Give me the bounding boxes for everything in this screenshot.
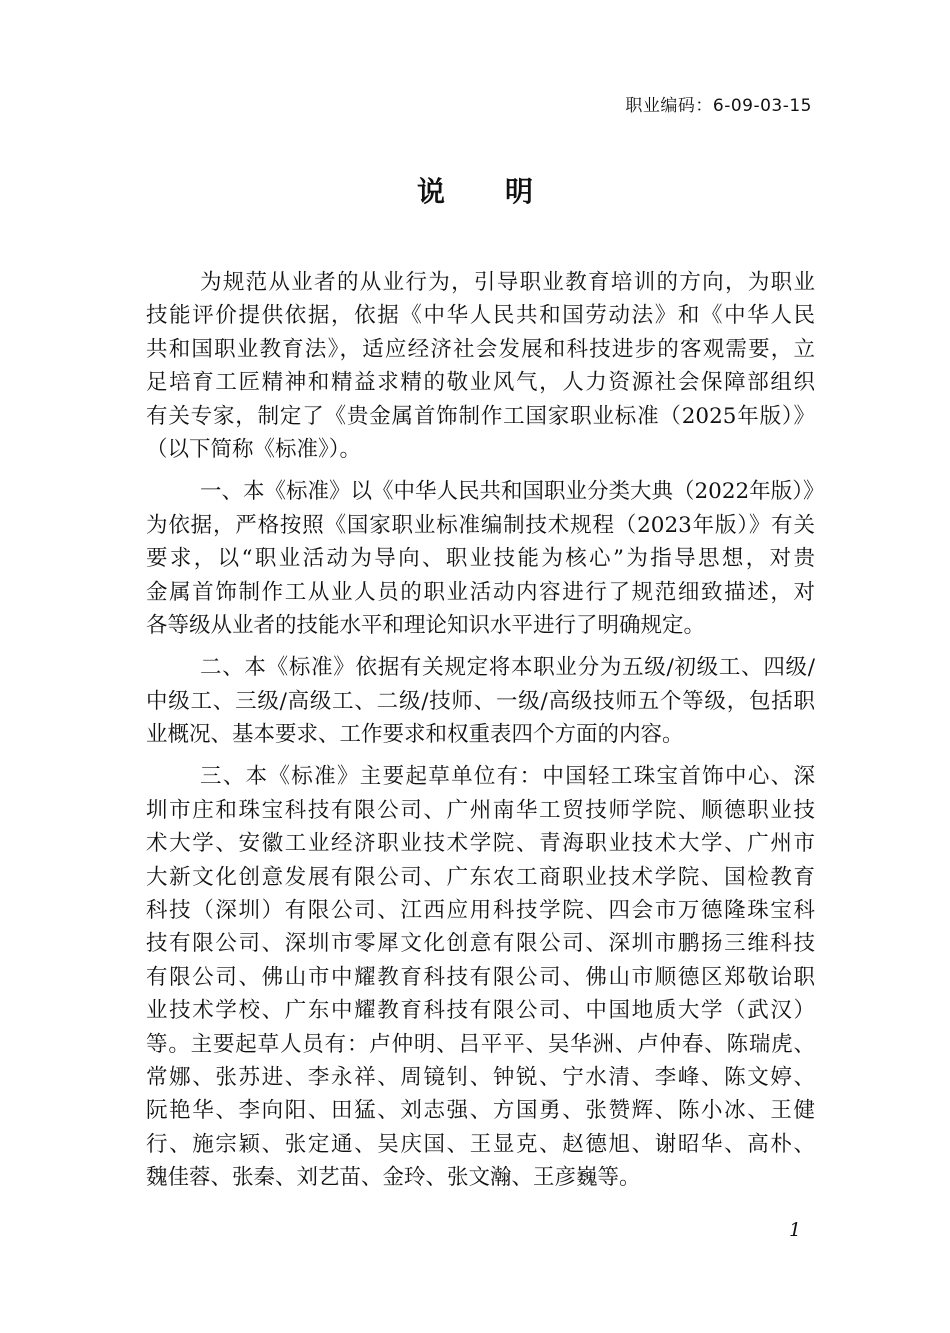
paragraph-line: 中级工、三级/高级工、二级/技师、一级/高级技师五个等级，包括职 (146, 688, 815, 714)
paragraph-line: 技有限公司、深圳市零犀文化创意有限公司、深圳市鹏扬三维科技 (146, 931, 815, 957)
paragraph-line: 一、本《标准》以《中华人民共和国职业分类大典（2022年版）》 (200, 479, 825, 505)
paragraph-line: 为规范从业者的从业行为，引导职业教育培训的方向，为职业 (200, 270, 815, 295)
paragraph-line: 等。主要起草人员有：卢仲明、吕平平、吴华洲、卢仲春、陈瑞虎、 (146, 1031, 815, 1057)
paragraph-line: 金属首饰制作工从业人员的职业活动内容进行了规范细致描述，对 (146, 579, 815, 605)
occupation-code: 职业编码：6-09-03-15 (625, 96, 812, 116)
paragraph-line: 阮艳华、李向阳、田猛、刘志强、方国勇、张赞辉、陈小冰、王健 (146, 1098, 815, 1124)
paragraph-line: 技能评价提供依据，依据《中华人民共和国劳动法》和《中华人民 (146, 303, 815, 329)
paragraph-line: 术大学、安徽工业经济职业技术学院、青海职业技术大学、广州市 (146, 831, 815, 857)
paragraph (146, 475, 825, 642)
paragraph-line: 各等级从业者的技能水平和理论知识水平进行了明确规定。 (146, 612, 706, 638)
paragraph-line: （以下简称《标准》）。 (146, 436, 362, 462)
paragraph-line: 共和国职业教育法》，适应经济社会发展和科技进步的客观需要，立 (146, 336, 815, 362)
paragraph-line: 三、本《标准》主要起草单位有：中国轻工珠宝首饰中心、深 (200, 764, 815, 790)
paragraph (146, 651, 815, 751)
paragraph-line: 有限公司、佛山市中耀教育科技有限公司、佛山市顺德区郑敬诒职 (146, 964, 815, 990)
paragraph-line: 要求，以“职业活动为导向、职业技能为核心”为指导思想，对贵 (146, 546, 815, 572)
paragraph-line: 有关专家，制定了《贵金属首饰制作工国家职业标准（2025年版）》 (146, 403, 815, 429)
paragraph-line: 圳市庄和珠宝科技有限公司、广州南华工贸技师学院、顺德职业技 (146, 797, 815, 823)
paragraph-line: 二、本《标准》依据有关规定将本职业分为五级/初级工、四级/ (200, 655, 815, 681)
paragraph (146, 266, 815, 466)
paragraph-line: 常娜、张苏进、李永祥、周镜钊、钟锐、宁水清、李峰、陈文婷、 (146, 1064, 815, 1090)
document-body (146, 266, 825, 1204)
paragraph-line: 科技（深圳）有限公司、江西应用科技学院、四会市万德隆珠宝科 (146, 898, 815, 924)
paragraph-line: 业技术学校、广东中耀教育科技有限公司、中国地质大学（武汉） (146, 998, 815, 1024)
paragraph-line: 为依据，严格按照《国家职业标准编制技术规程（2023年版）》有关 (146, 512, 816, 538)
paragraph (146, 760, 815, 1194)
paragraph-line: 行、施宗颖、张定通、吴庆国、王显克、赵德旭、谢昭华、高朴、 (146, 1131, 815, 1157)
paragraph-line: 魏佳蓉、张秦、刘艺苗、金玲、张文瀚、王彦巍等。 (146, 1165, 641, 1191)
page-number: 1 (789, 1219, 802, 1241)
page-title: 说明 (416, 175, 593, 208)
paragraph-line: 足培育工匠精神和精益求精的敬业风气，人力资源社会保障部组织 (146, 370, 815, 396)
paragraph-line: 大新文化创意发展有限公司、广东农工商职业技术学院、国检教育 (146, 864, 815, 890)
paragraph-line: 业概况、基本要求、工作要求和权重表四个方面的内容。 (146, 722, 684, 748)
